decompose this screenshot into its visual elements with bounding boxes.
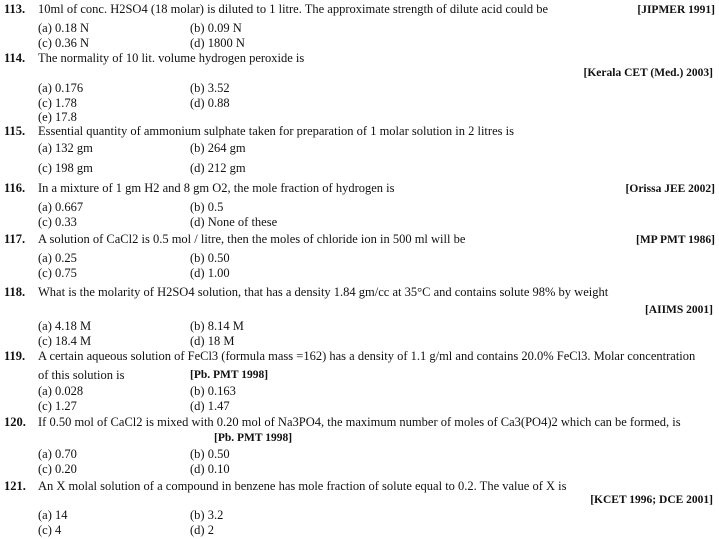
option-d: (d) 1.00 bbox=[190, 266, 230, 280]
question-source: [Orissa JEE 2002] bbox=[625, 183, 715, 195]
question-text: In a mixture of 1 gm H2 and 8 gm O2, the mole fraction of hydrogen is bbox=[38, 181, 395, 195]
option-d: (d) 2 bbox=[190, 523, 214, 537]
question-number: 116. bbox=[4, 181, 26, 195]
option-b: (b) 264 gm bbox=[190, 141, 246, 155]
option-b: (b) 8.14 M bbox=[190, 319, 244, 333]
option-a: (a) 0.70 bbox=[38, 447, 77, 461]
option-a: (a) 0.25 bbox=[38, 251, 77, 265]
option-d: (d) 0.88 bbox=[190, 96, 230, 110]
question-text: 10ml of conc. H2SO4 (18 molar) is diluted to 1 litre. The approximate strength of dilute acid could be bbox=[38, 2, 549, 16]
question-number: 121. bbox=[4, 479, 26, 493]
option-a: (a) 132 gm bbox=[38, 141, 93, 155]
option-d: (d) 18 M bbox=[190, 334, 235, 348]
option-c: (c) 0.36 N bbox=[38, 36, 90, 50]
option-a: (a) 4.18 M bbox=[38, 319, 92, 333]
question-number: 118. bbox=[4, 285, 26, 299]
question-113 bbox=[4, 2, 715, 17]
option-a: (a) 0.667 bbox=[38, 200, 84, 214]
question-source: [KCET 1996; DCE 2001] bbox=[590, 494, 713, 506]
question-116 bbox=[4, 181, 715, 196]
question-117 bbox=[4, 232, 715, 247]
option-e: (e) 17.8 bbox=[38, 110, 77, 124]
option-c: (c) 1.27 bbox=[38, 399, 77, 413]
option-c: (c) 0.20 bbox=[38, 462, 77, 476]
question-source: [JIPMER 1991] bbox=[637, 4, 715, 16]
option-c: (c) 18.4 M bbox=[38, 334, 92, 348]
option-a: (a) 14 bbox=[38, 508, 68, 522]
question-121 bbox=[4, 479, 715, 494]
question-source: [Kerala CET (Med.) 2003] bbox=[583, 67, 713, 79]
option-d: (d) 212 gm bbox=[190, 161, 246, 175]
question-number: 115. bbox=[4, 124, 26, 138]
option-d: (d) 1800 N bbox=[190, 36, 245, 50]
option-c: (c) 0.75 bbox=[38, 266, 77, 280]
question-text: If 0.50 mol of CaCl2 is mixed with 0.20 mol of Na3PO4, the maximum number of moles of Ca3(PO4)2 which can be formed, is bbox=[38, 415, 681, 429]
option-c: (c) 198 gm bbox=[38, 161, 93, 175]
question-text: An X molal solution of a compound in benzene has mole fraction of solute equal to 0.2. The value of X is bbox=[38, 479, 567, 493]
option-b: (b) 0.5 bbox=[190, 200, 224, 214]
option-c: (c) 0.33 bbox=[38, 215, 77, 229]
option-a: (a) 0.18 N bbox=[38, 21, 90, 35]
option-d: (d) None of these bbox=[190, 215, 278, 229]
question-source: [Pb. PMT 1998] bbox=[214, 432, 293, 444]
question-continuation: of this solution is bbox=[38, 368, 125, 382]
question-115 bbox=[4, 124, 715, 139]
option-b: (b) 3.52 bbox=[190, 81, 230, 95]
question-119 bbox=[4, 349, 715, 364]
option-d: (d) 0.10 bbox=[190, 462, 230, 476]
option-b: (b) 0.163 bbox=[190, 384, 236, 398]
question-source: [AIIMS 2001] bbox=[644, 304, 713, 316]
question-120 bbox=[4, 415, 715, 430]
question-number: 117. bbox=[4, 232, 26, 246]
option-c: (c) 4 bbox=[38, 523, 62, 537]
option-b: (b) 0.50 bbox=[190, 251, 230, 265]
question-118 bbox=[4, 285, 715, 300]
option-a: (a) 0.028 bbox=[38, 384, 84, 398]
option-a: (a) 0.176 bbox=[38, 81, 84, 95]
question-114 bbox=[4, 51, 715, 66]
question-source: [Pb. PMT 1998] bbox=[190, 369, 269, 381]
question-text: What is the molarity of H2SO4 solution, that has a density 1.84 gm/cc at 35°C and contains solute 98% by weight bbox=[38, 285, 609, 299]
question-text: A certain aqueous solution of FeCl3 (formula mass =162) has a density of 1.1 g/ml and contains 20.0% FeCl3. Molar concentration bbox=[38, 349, 696, 363]
question-text: Essential quantity of ammonium sulphate taken for preparation of 1 molar solution in 2 litres is bbox=[38, 124, 514, 138]
question-number: 120. bbox=[4, 415, 26, 429]
question-number: 113. bbox=[4, 2, 26, 16]
option-d: (d) 1.47 bbox=[190, 399, 230, 413]
question-number: 114. bbox=[4, 51, 26, 65]
option-c: (c) 1.78 bbox=[38, 96, 77, 110]
question-source: [MP PMT 1986] bbox=[636, 234, 715, 246]
option-b: (b) 0.09 N bbox=[190, 21, 242, 35]
question-text: The normality of 10 lit. volume hydrogen peroxide is bbox=[38, 51, 305, 65]
question-number: 119. bbox=[4, 349, 26, 363]
option-b: (b) 3.2 bbox=[190, 508, 224, 522]
question-text: A solution of CaCl2 is 0.5 mol / litre, then the moles of chloride ion in 500 ml will be bbox=[38, 232, 466, 246]
option-b: (b) 0.50 bbox=[190, 447, 230, 461]
